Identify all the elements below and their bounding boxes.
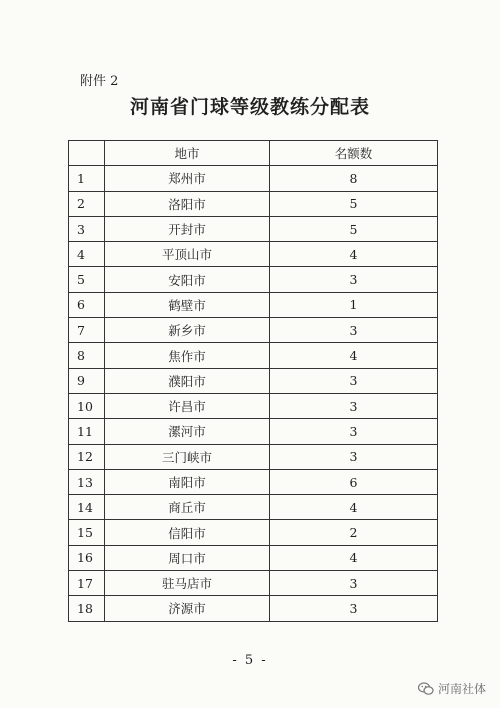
row-city: 开封市 [105,216,270,241]
row-index: 15 [69,520,105,545]
row-count: 8 [270,166,438,191]
table-row [69,318,438,343]
allocation-table [68,140,438,622]
row-count: 3 [270,571,438,596]
row-index: 13 [69,469,105,494]
row-count: 5 [270,191,438,216]
row-city: 驻马店市 [105,571,270,596]
row-city: 许昌市 [105,393,270,418]
row-city: 濮阳市 [105,368,270,393]
row-index: 5 [69,267,105,292]
row-index: 6 [69,292,105,317]
row-city: 安阳市 [105,267,270,292]
row-count: 3 [270,368,438,393]
row-index: 11 [69,419,105,444]
table-row [69,242,438,267]
row-count: 4 [270,242,438,267]
row-count: 3 [270,318,438,343]
row-city: 商丘市 [105,495,270,520]
row-city: 周口市 [105,545,270,570]
header-city: 地市 [105,141,270,166]
table-row [69,343,438,368]
row-city: 南阳市 [105,469,270,494]
row-count: 6 [270,469,438,494]
table-row [69,444,438,469]
row-index: 12 [69,444,105,469]
row-count: 1 [270,292,438,317]
row-city: 洛阳市 [105,191,270,216]
table-row [69,545,438,570]
table-row [69,191,438,216]
table-row [69,571,438,596]
row-count: 4 [270,495,438,520]
row-index: 16 [69,545,105,570]
row-count: 4 [270,343,438,368]
table-row [69,520,438,545]
row-city: 新乡市 [105,318,270,343]
watermark [418,680,486,697]
row-count: 3 [270,419,438,444]
row-count: 3 [270,596,438,621]
table-row [69,596,438,621]
row-index: 17 [69,571,105,596]
row-index: 4 [69,242,105,267]
table-row [69,216,438,241]
watermark-text: 河南社体 [437,682,486,696]
row-index: 14 [69,495,105,520]
row-count: 5 [270,216,438,241]
table-header-row [69,141,438,166]
row-index: 10 [69,393,105,418]
table-row [69,393,438,418]
table-row [69,368,438,393]
row-count: 4 [270,545,438,570]
table-row [69,419,438,444]
row-index: 8 [69,343,105,368]
row-index: 18 [69,596,105,621]
row-city: 焦作市 [105,343,270,368]
row-count: 3 [270,267,438,292]
row-count: 2 [270,520,438,545]
row-index: 9 [69,368,105,393]
wechat-icon [418,682,434,696]
row-city: 郑州市 [105,166,270,191]
header-count: 名额数 [270,141,438,166]
row-city: 平顶山市 [105,242,270,267]
row-count: 3 [270,444,438,469]
table-row [69,166,438,191]
row-city: 信阳市 [105,520,270,545]
table-row [69,469,438,494]
table-row [69,292,438,317]
table-row [69,495,438,520]
row-city: 济源市 [105,596,270,621]
row-index: 2 [69,191,105,216]
row-city: 三门峡市 [105,444,270,469]
row-city: 漯河市 [105,419,270,444]
row-city: 鹤壁市 [105,292,270,317]
row-index: 3 [69,216,105,241]
row-index: 7 [69,318,105,343]
document-title: 河南省门球等级教练分配表 [129,96,370,118]
header-index [69,141,105,166]
row-index: 1 [69,166,105,191]
row-count: 3 [270,393,438,418]
attachment-label: 附件 2 [80,74,119,89]
table-row [69,267,438,292]
page-number: - 5 - [232,653,268,668]
